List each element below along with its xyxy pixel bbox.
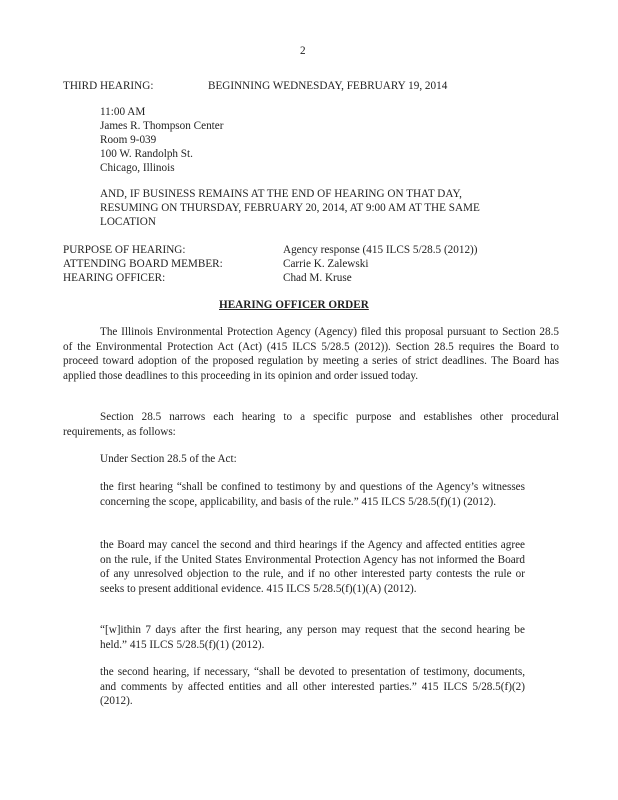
quoted-requirement: the first hearing “shall be confined to testimony by and questions of the Agency’s witnesses concerning the scope, applicability, and basis of the rule.” 415 ILCS 5/28.5(f)(1) (2012). bbox=[100, 481, 525, 508]
board-member-value: Carrie K. Zalewski bbox=[283, 258, 369, 270]
quoted-requirement: “[w]ithin 7 days after the first hearing, any person may request that the second hearing be held.” 415 ILCS 5/28.5(f)(1) (2012). bbox=[100, 624, 525, 651]
paragraph-section-28-5: Section 28.5 narrows each hearing to a specific purpose and establishes other procedural requirements, as follows: bbox=[63, 411, 559, 438]
order-title: HEARING OFFICER ORDER bbox=[219, 299, 369, 311]
quoted-requirement: the second hearing, if necessary, “shall be devoted to presentation of testimony, documents, and comments by affected entities and all other interested parties.” 415 ILCS 5/28.5(f)(2) (2012). bbox=[100, 666, 525, 707]
venue-line: James R. Thompson Center bbox=[100, 120, 224, 132]
paragraph-under-section: Under Section 28.5 of the Act: bbox=[100, 453, 237, 465]
venue-line: 100 W. Randolph St. bbox=[100, 148, 193, 160]
purpose-label: PURPOSE OF HEARING: bbox=[63, 244, 186, 256]
paragraph-intro: The Illinois Environmental Protection Agency (Agency) filed this proposal pursuant to Section 28.5 of the Environmental Protection Act (Act) (415 ILCS 5/28.5 (2012)). Section 28.5 requires the Board to proceed toward adoption of the proposed regulation by meeting a series of strict deadlines. The Board has applied those deadlines to this proceeding in its opinion and order issued today. bbox=[63, 326, 559, 382]
board-member-label: ATTENDING BOARD MEMBER: bbox=[63, 258, 223, 270]
hearing-label: THIRD HEARING: bbox=[63, 80, 154, 92]
venue-line: Room 9-039 bbox=[100, 134, 157, 146]
hearing-time: 11:00 AM bbox=[100, 106, 146, 118]
continuation-line: LOCATION bbox=[100, 216, 156, 228]
page-number: 2 bbox=[300, 45, 306, 57]
continuation-line: RESUMING ON THURSDAY, FEBRUARY 20, 2014, AT 9:00 AM AT THE SAME bbox=[100, 202, 480, 214]
hearing-officer-label: HEARING OFFICER: bbox=[63, 272, 166, 284]
hearing-officer-value: Chad M. Kruse bbox=[283, 272, 352, 284]
quoted-requirement: the Board may cancel the second and third hearings if the Agency and affected entities agree on the rule, if the United States Environmental Protection Agency has not informed the Board of any unresolved objection to the rule, and if no other interested party contests the rule or seeks to present additional evidence. 415 ILCS 5/28.5(f)(1)(A) (2012). bbox=[100, 539, 525, 595]
venue-line: Chicago, Illinois bbox=[100, 162, 175, 174]
hearing-date: BEGINNING WEDNESDAY, FEBRUARY 19, 2014 bbox=[208, 80, 448, 92]
purpose-value: Agency response (415 ILCS 5/28.5 (2012)) bbox=[283, 244, 478, 256]
continuation-line: AND, IF BUSINESS REMAINS AT THE END OF HEARING ON THAT DAY, bbox=[100, 188, 462, 200]
